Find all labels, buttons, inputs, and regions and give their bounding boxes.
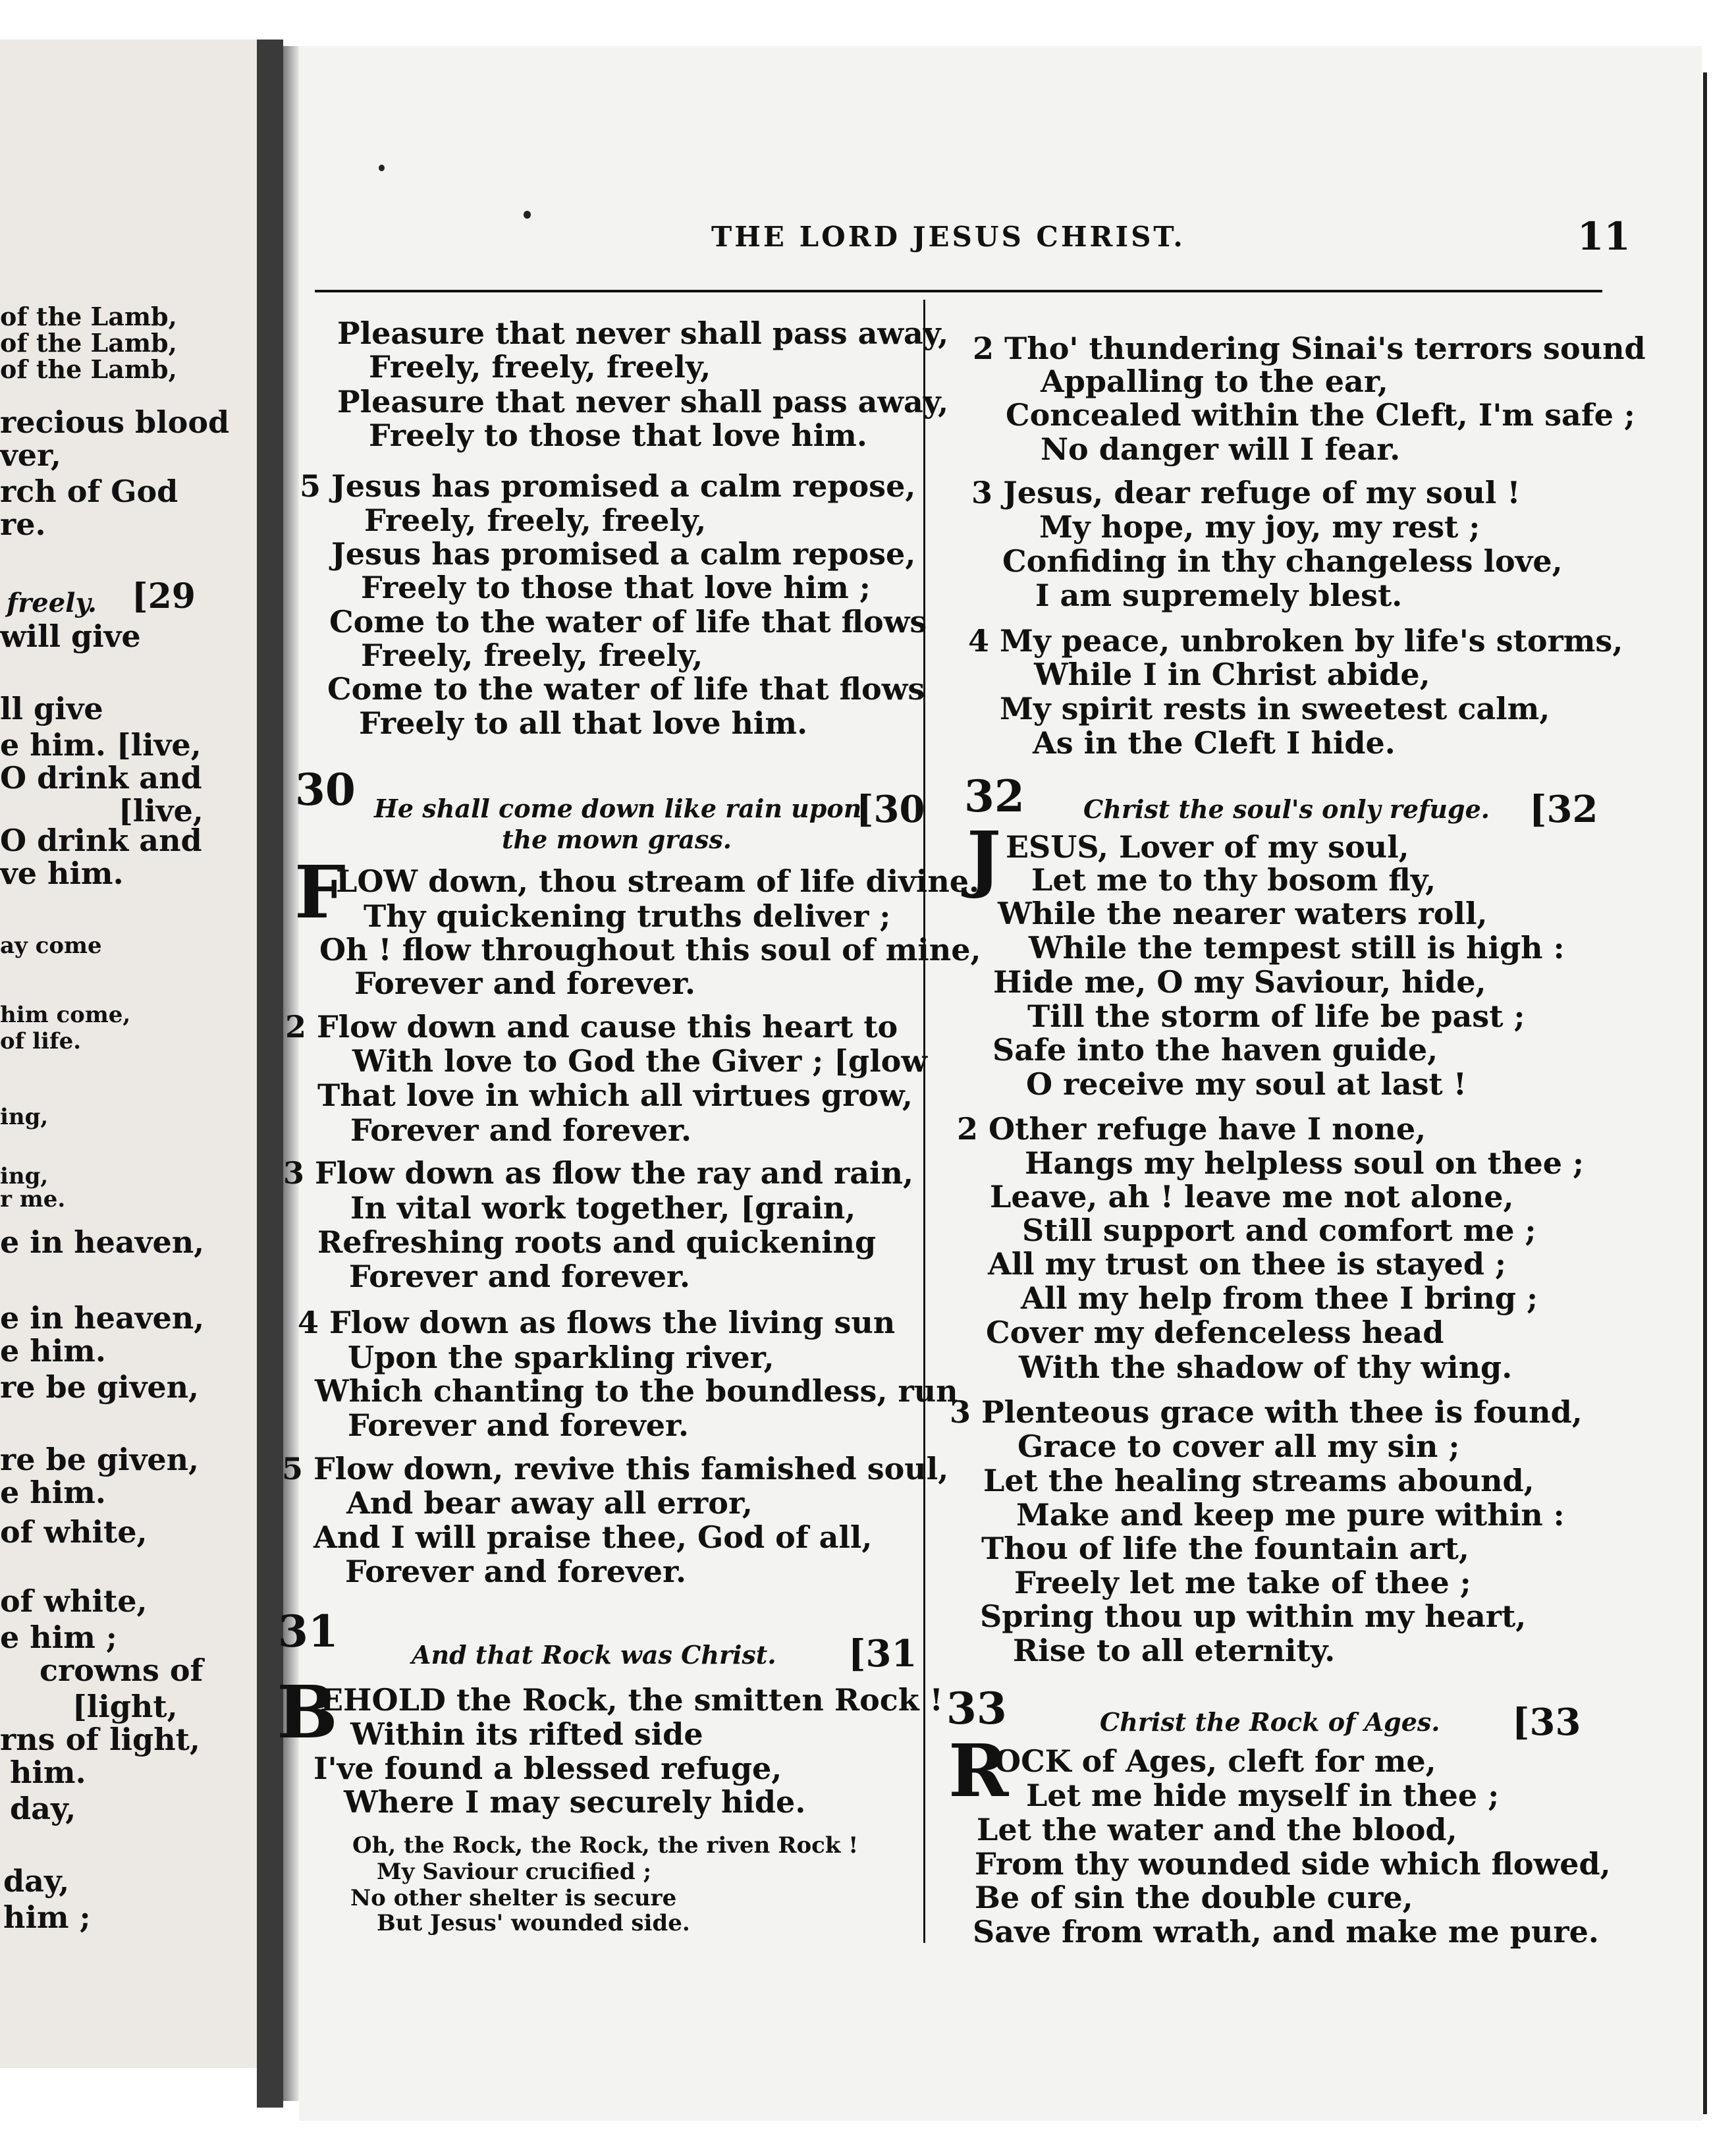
left-page-line: e him. (0, 1475, 106, 1510)
hymn-line: Forever and forever. (345, 1554, 686, 1589)
hymn-line: With love to God the Giver ; [glow (352, 1043, 927, 1079)
left-page-line: ing, (0, 1163, 49, 1189)
left-page-line: freely. (7, 587, 97, 618)
hymn-line: While I in Christ abide, (1034, 657, 1430, 692)
hymn-number: 32 (964, 771, 1025, 822)
hymn-line: Appalling to the ear, (1041, 364, 1388, 399)
drop-cap: B (277, 1670, 338, 1755)
hymn-line: EHOLD the Rock, the smitten Rock ! (320, 1682, 943, 1718)
hymn-title: the mown grass. (502, 825, 732, 854)
hymn-line: Confiding in thy changeless love, (1002, 543, 1563, 579)
left-page-line: e in heaven, (0, 1224, 205, 1260)
hymn-line: 4 Flow down as flows the living sun (298, 1305, 896, 1340)
left-page-line: will give (0, 618, 141, 654)
hymn-line: Hide me, O my Saviour, hide, (993, 964, 1486, 1000)
hymn-line: 4 My peace, unbroken by life's storms, (968, 623, 1623, 659)
hymn-line: And I will praise thee, God of all, (313, 1519, 873, 1555)
left-page-line: [light, (72, 1689, 178, 1724)
hymn-line: Within its rifted side (350, 1716, 703, 1752)
left-page-line: O drink and (0, 760, 202, 796)
left-page-line: day, (10, 1791, 76, 1826)
hymn-line: Come to the water of life that flows (329, 604, 927, 640)
left-page-line: of life. (0, 1028, 82, 1054)
chorus-line: But Jesus' wounded side. (377, 1910, 690, 1936)
hymn-line: Cover my defenceless head (986, 1315, 1444, 1350)
hymn-line: Forever and forever. (350, 1112, 692, 1148)
hymn-line: ESUS, Lover of my soul, (1006, 829, 1409, 865)
left-page-line: him. (10, 1755, 86, 1790)
hymn-number-right: [32 (1529, 788, 1598, 831)
left-page-line: of the Lamb, (0, 328, 177, 358)
drop-cap: F (294, 850, 346, 935)
hymn-line: No danger will I fear. (1041, 431, 1401, 467)
drop-cap: J (967, 815, 1002, 900)
hymn-line: With the shadow of thy wing. (1019, 1350, 1513, 1385)
hymn-line: Freely to all that love him. (359, 705, 808, 741)
hymn-line: Make and keep me pure within : (1016, 1497, 1565, 1533)
hymn-line: LOW down, thou stream of life divine. (336, 863, 980, 899)
chorus-line: Oh, the Rock, the Rock, the riven Rock ! (352, 1832, 859, 1859)
page-edge (1703, 72, 1707, 2114)
hymn-line: Let the water and the blood, (977, 1812, 1457, 1847)
page-number: 11 (1577, 214, 1631, 259)
hymn-line: From thy wounded side which flowed, (975, 1846, 1611, 1882)
hymn-line: That love in which all virtues grow, (317, 1078, 913, 1113)
left-page-line: e him. [live, (0, 727, 202, 763)
hymn-line: 5 Flow down, revive this famished soul, (282, 1451, 949, 1487)
left-page-line: e in heaven, (0, 1300, 205, 1336)
left-page-line: ver, (0, 437, 61, 473)
left-page-line: of white, (0, 1583, 148, 1619)
hymn-title: Christ the Rock of Ages. (1100, 1707, 1440, 1737)
left-page-line: ing, (0, 1104, 49, 1130)
hymn-line: Rise to all eternity. (1013, 1633, 1336, 1668)
left-page-line: re be given, (0, 1369, 200, 1405)
hymn-title: He shall come down like rain upon (374, 794, 862, 823)
book-gutter (257, 40, 283, 2108)
hymn-number-right: [33 (1512, 1701, 1581, 1744)
hymn-line: All my help from thee I bring ; (1021, 1280, 1538, 1316)
left-page-line: him come, (0, 1002, 131, 1028)
hymn-line: Forever and forever. (349, 1259, 690, 1294)
hymn-line: I've found a blessed refuge, (313, 1751, 782, 1786)
hymn-line: Leave, ah ! leave me not alone, (990, 1179, 1514, 1214)
hymn-line: Pleasure that never shall pass away, (337, 384, 949, 420)
gutter-shadow (283, 46, 299, 2101)
hymn-line: 2 Tho' thundering Sinai's terrors sound (973, 331, 1646, 366)
left-page-line: rch of God (0, 474, 178, 509)
hymn-line: Let me hide myself in thee ; (1026, 1778, 1500, 1813)
chorus-line: No other shelter is secure (350, 1885, 677, 1911)
hymn-line: O receive my soul at last ! (1026, 1066, 1467, 1102)
hymn-line: Thy quickening truths deliver ; (364, 898, 891, 934)
hymn-line: Till the storm of life be past ; (1027, 998, 1525, 1034)
hymn-line: And bear away all error, (346, 1485, 753, 1521)
hymn-line: Spring thou up within my heart, (980, 1598, 1527, 1634)
left-page-line: r me. (0, 1186, 66, 1213)
hymn-line: Hangs my helpless soul on thee ; (1025, 1145, 1584, 1181)
hymn-line: Freely to those that love him ; (361, 570, 871, 605)
hymn-line: In vital work together, [grain, (350, 1190, 856, 1226)
ink-speck (524, 211, 531, 219)
hymn-line: 3 Plenteous grace with thee is found, (950, 1394, 1583, 1430)
hymn-line: Concealed within the Cleft, I'm safe ; (1006, 397, 1635, 433)
left-page-line: crowns of (40, 1652, 203, 1688)
left-page-line: recious blood (0, 404, 230, 440)
left-page-line: day, (3, 1863, 70, 1899)
left-page-line: re be given, (0, 1442, 200, 1477)
running-header: THE LORD JESUS CHRIST. (711, 221, 1185, 253)
ink-speck (379, 165, 385, 171)
hymn-line: Safe into the haven guide, (992, 1032, 1438, 1068)
hymn-title: Christ the soul's only refuge. (1083, 794, 1490, 824)
hymn-line: Still support and comfort me ; (1022, 1213, 1536, 1248)
hymn-line: Where I may securely hide. (344, 1784, 806, 1820)
hymn-line: 3 Flow down as flow the ray and rain, (283, 1155, 913, 1191)
hymn-line: Thou of life the fountain art, (981, 1531, 1469, 1566)
hymn-number: 30 (295, 764, 356, 815)
left-page-line: ve him. (0, 856, 124, 891)
hymn-line: Jesus has promised a calm repose, (331, 536, 916, 572)
hymn-line: Oh ! flow throughout this soul of mine, (319, 932, 981, 968)
hymn-line: 3 Jesus, dear refuge of my soul ! (971, 475, 1521, 510)
left-page-line: O drink and (0, 823, 202, 858)
left-page-line: of the Lamb, (0, 302, 177, 331)
hymn-line: Freely to those that love him. (369, 418, 867, 453)
hymn-line: All my trust on thee is stayed ; (988, 1246, 1507, 1282)
hymn-line: Be of sin the double cure, (975, 1880, 1413, 1915)
hymn-line: Freely, freely, freely, (364, 503, 707, 538)
header-rule (315, 290, 1602, 292)
hymn-line: OCK of Ages, cleft for me, (994, 1743, 1436, 1779)
hymn-line: Forever and forever. (348, 1407, 689, 1443)
hymn-line: 2 Flow down and cause this heart to (285, 1009, 898, 1045)
hymn-line: I am supremely blest. (1035, 578, 1403, 613)
hymn-number-right: [30 (856, 788, 925, 831)
hymn-line: My spirit rests in sweetest calm, (1000, 691, 1550, 726)
hymn-line: My hope, my joy, my rest ; (1039, 509, 1480, 545)
left-page-line: of the Lamb, (0, 354, 177, 384)
hymn-line: Forever and forever. (354, 966, 695, 1001)
hymn-line: Come to the water of life that flows (327, 671, 925, 707)
hymn-line: Upon the sparkling river, (348, 1340, 774, 1375)
left-page-line: rns of light, (0, 1722, 200, 1757)
previous-page-fragment (0, 40, 259, 2068)
hymn-line: Freely let me take of thee ; (1014, 1565, 1471, 1600)
hymn-number-right: [31 (848, 1632, 917, 1676)
left-page-line: e him ; (0, 1620, 117, 1655)
left-page-line: him ; (3, 1899, 91, 1935)
hymn-line: While the nearer waters roll, (998, 896, 1488, 931)
left-page-line: of white, (0, 1514, 148, 1550)
left-page-line: ay come (0, 933, 102, 959)
hymn-line: 2 Other refuge have I none, (957, 1111, 1426, 1147)
hymn-line: Let me to thy bosom fly, (1031, 862, 1436, 898)
left-page-line: e him. (0, 1333, 106, 1369)
left-page-line: [live, (119, 793, 203, 829)
hymn-line: Which chanting to the boundless, run (315, 1373, 958, 1409)
hymn-line: As in the Cleft I hide. (1033, 725, 1396, 761)
hymn-line: Freely, freely, freely, (361, 638, 703, 673)
hymn-line: Freely, freely, freely, (369, 349, 711, 385)
hymn-line: Refreshing roots and quickening (317, 1224, 877, 1260)
left-page-line: ll give (0, 691, 103, 726)
hymn-line: While the tempest still is high : (1029, 930, 1565, 966)
hymn-number: 31 (278, 1606, 339, 1657)
hymn-line: Save from wrath, and make me pure. (973, 1914, 1599, 1950)
hymn-line: Pleasure that never shall pass away, (337, 315, 949, 351)
hymn-number: 33 (946, 1683, 1007, 1734)
hymn-line: Let the healing streams abound, (983, 1463, 1534, 1498)
hymn-title: And that Rock was Christ. (412, 1640, 776, 1670)
hymn-line: 5 Jesus has promised a calm repose, (300, 468, 916, 504)
left-page-line: [29 (132, 576, 196, 616)
chorus-line: My Saviour crucified ; (377, 1859, 652, 1885)
left-page-line: re. (0, 506, 46, 542)
drop-cap: R (948, 1728, 1009, 1813)
hymn-line: Grace to cover all my sin ; (1017, 1429, 1460, 1464)
